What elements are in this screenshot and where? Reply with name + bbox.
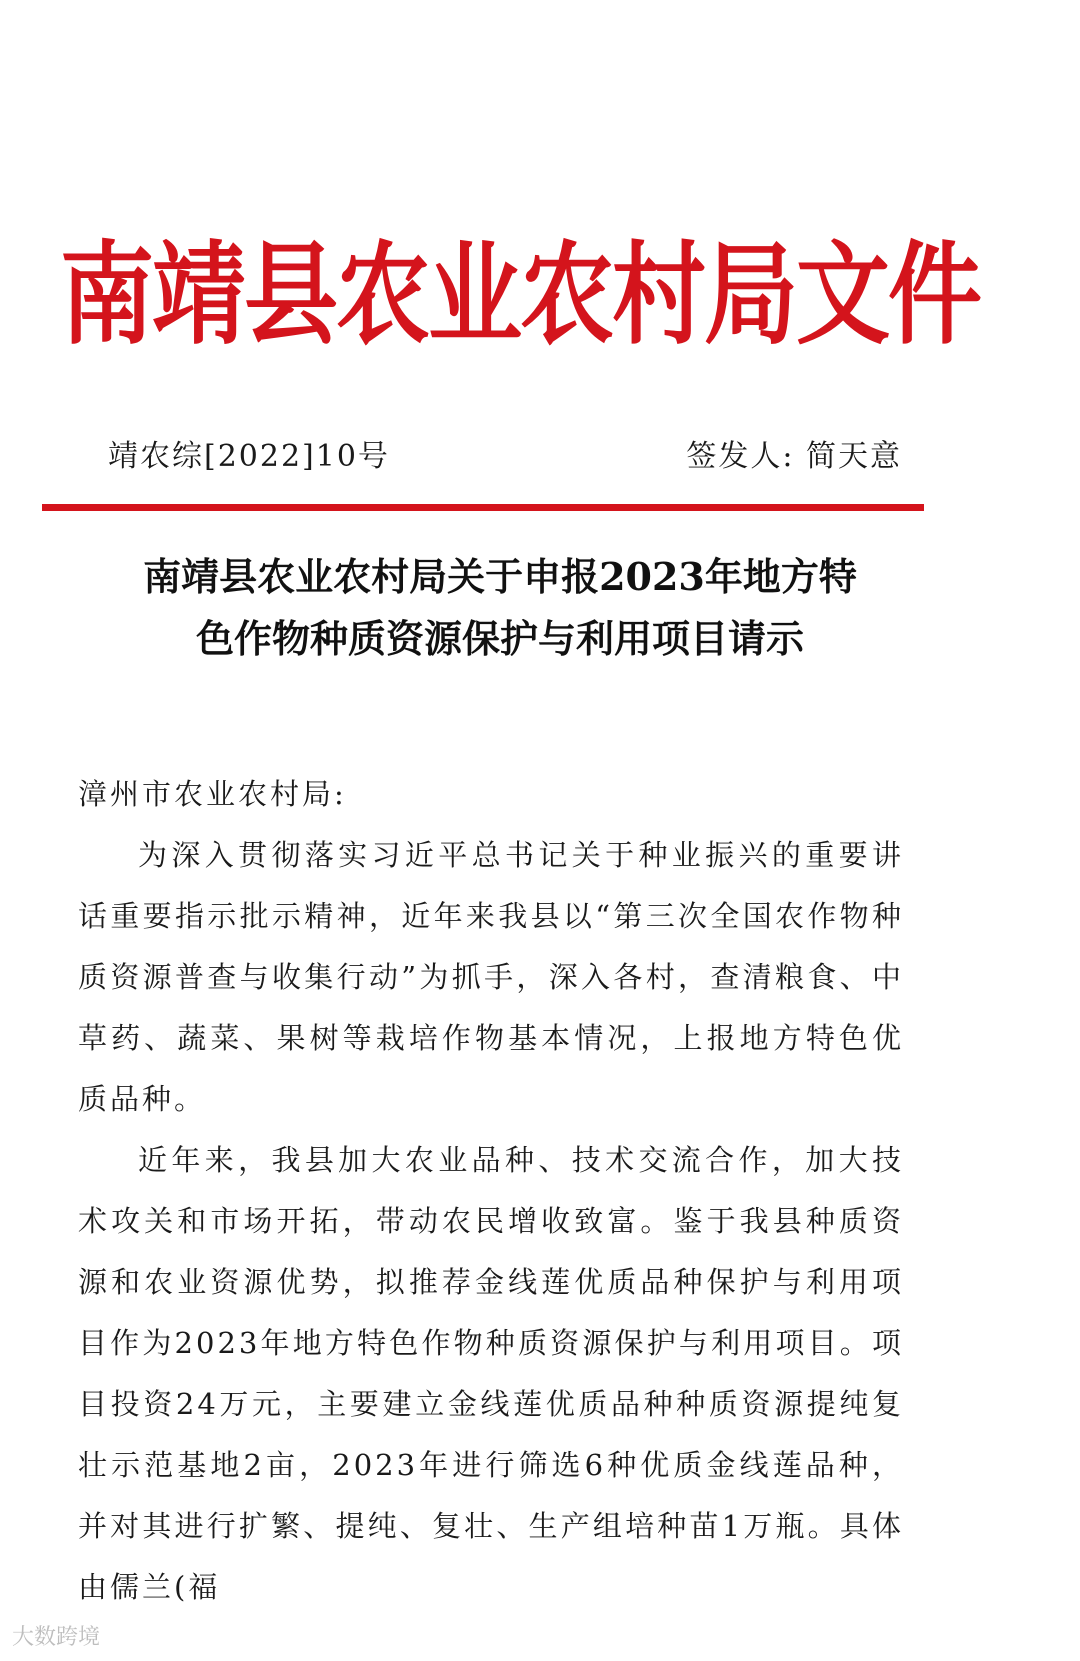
signer-name: 简天意 (806, 439, 902, 474)
body-paragraph-2: 近年来，我县加大农业品种、技术交流合作，加大技术攻关和市场开拓，带动农民增收致富。鉴于我县种质资源和农业资源优势，拟推荐金线莲优质品种保护与利用项目作为2023年地方特色作物种质资源保护与利用项目。项目投资24万元，主要建立金线莲优质品种种质资源提纯复壮示范基地2亩，2023年进行筛选6种优质金线莲品种，并对其进行扩繁、提纯、复壮、生产组培种苗1万瓶。具体由儒兰(福 (78, 1143, 904, 1604)
red-divider-line (42, 504, 924, 511)
document-title (70, 546, 930, 670)
watermark-logo: 大数跨境 (12, 1625, 101, 1650)
title-line-2: 色作物种质资源保护与利用项目请示 (195, 616, 804, 661)
document-number: 靖农综[2022]10号 (108, 439, 390, 474)
salutation: 漳州市农业农村局: (78, 777, 347, 811)
document-body (78, 764, 904, 1618)
masthead-title: 南靖县农业农村局文件 (60, 230, 981, 360)
signer-label: 签发人: (686, 439, 795, 474)
signer-row (686, 437, 902, 477)
title-line-1: 南靖县农业农村局关于申报2023年地方特 (143, 554, 857, 599)
body-paragraph-1: 为深入贯彻落实习近平总书记关于种业振兴的重要讲话重要指示批示精神，近年来我县以“第三次全国农作物种质资源普查与收集行动”为抓手，深入各村，查清粮食、中草药、蔬菜、果树等栽培作物基本情况，上报地方特色优质品种。 (78, 838, 904, 1116)
